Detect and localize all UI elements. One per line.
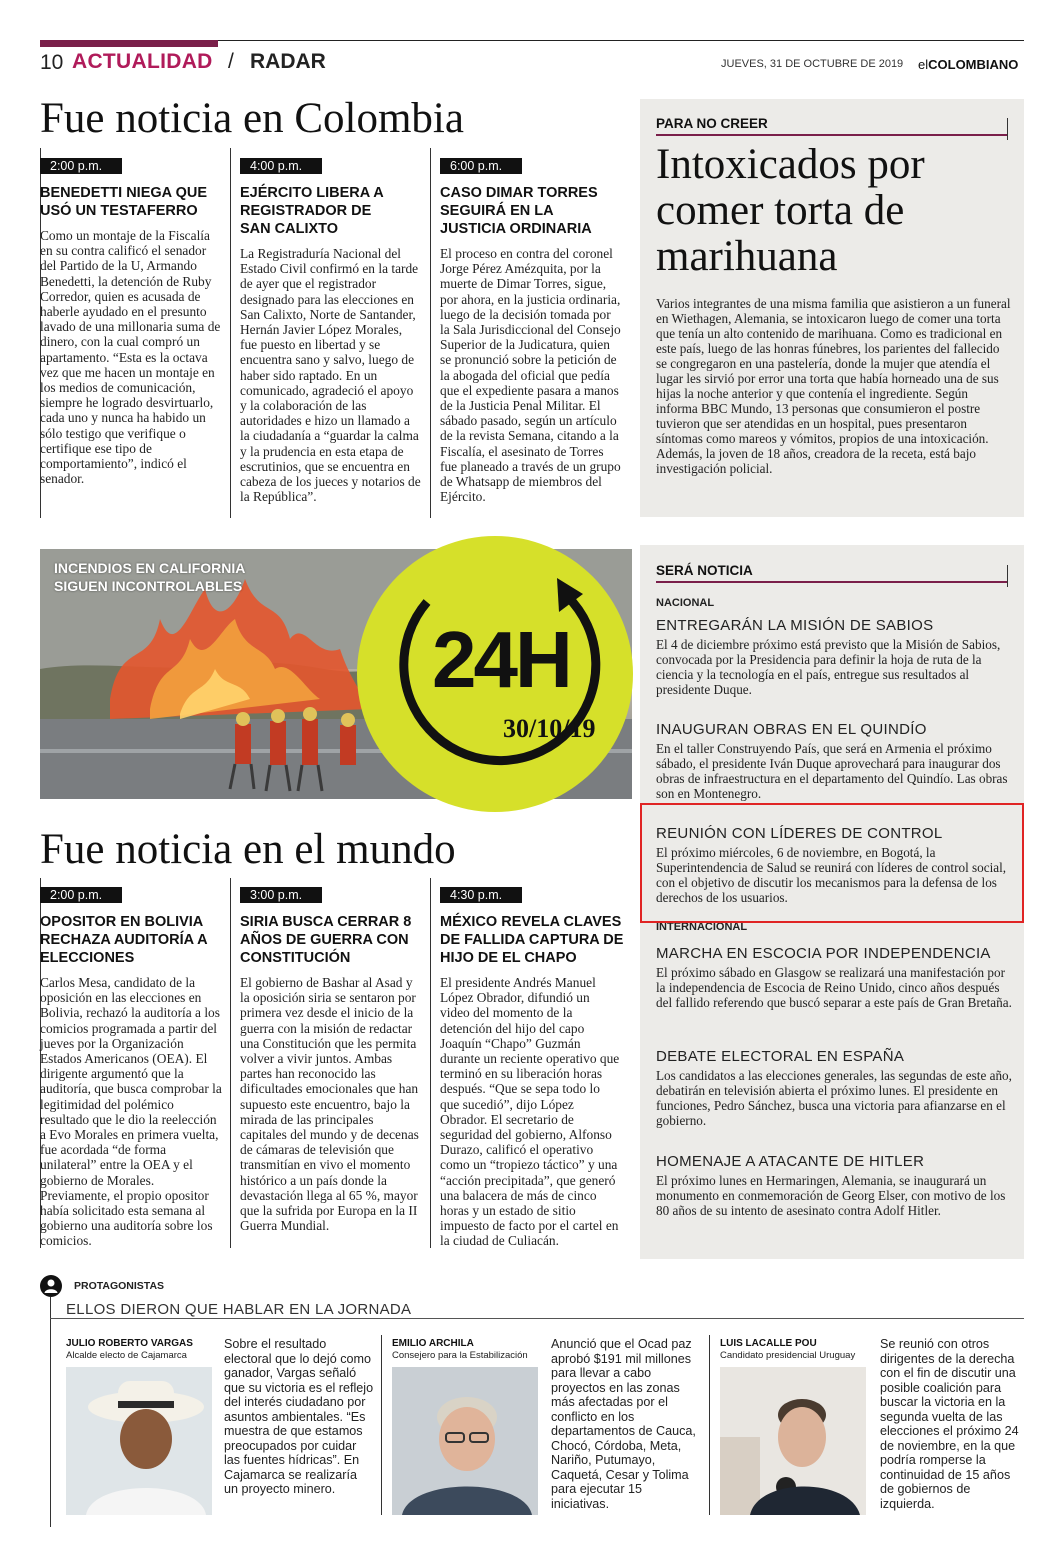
story-headline: EJÉRCITO LIBERA A REGISTRADOR DE SAN CALIXTO	[240, 185, 384, 237]
story-body: El proceso en contra del coronel Jorge Pérez Amézquita, por la muerte de Dimar Torres, sigue, por ahora, en la justicia ordinaria, luego de la decisión tomada por la Sala Jurisdiccional del Consejo Superior de la Judicatura, quien se pronunció sobre la petición de la abogada del oficial que pedía que el expediente pasara a manos de la Justicia Penal Militar. El sábado pasado, según un artículo de la revista Semana, citando a la Fiscalía, el asesinato de Torres fue planeado a través de un grupo de Whatsapp de miembros del Ejército.	[440, 246, 621, 505]
label-end-rule	[1007, 118, 1008, 140]
section-accent-bar	[40, 40, 218, 47]
item-body: El 4 de diciembre próximo está previsto que la Misión de Sabios, convocada por la Presidencia para definir la hoja de ruta de la ciencia y la tecnología en el país, entregue sus resultados al presidente Duque.	[656, 637, 1001, 697]
protagonist-text: Se reunió con otros dirigentes de la derecha con el fin de discutir una posible coalición para buscar la victoria en la segunda vuelta de las elecciones el próximo 24 de noviembre, en la que podría romperse la continuidad de 15 años de gobiernos de izquierda.	[880, 1337, 1019, 1511]
story-body: Como un montaje de la Fiscalía en su contra calificó el senador del Partido de la U, Armando Benedetti, la detención de Ruby Corredor, quien es acusada de haberle ayudado en el presunto lavado de una millonaria suma de dinero, con la cual compró un apartamento. “Esta es la octava vez que me hacen un montaje en los medios de comunicación, siempre he logrado desvirtuarlo, cada uno y nunca ha habido un sólo testigo que verifique o certifique ese tipo de comportamiento”, indicó el senador.	[40, 228, 221, 487]
para-no-creer-label: PARA NO CREER	[656, 116, 768, 131]
story-body: El gobierno de Bashar al Asad y la oposición siria se sentaron por primera vez desde el inicio de la guerra con la misión de redactar una Constitución que les permita volver a vivir juntos. Ambas partes han reconocido las dificultades emocionales que han supuesto este encuentro, bajo la mirada de las principales capitales del mundo y de decenas de cámaras de televisión que transmitían en vivo el momento histórico a un país donde la devastación llega al 65 %, mayor que la sufrida por Europa en la II Guerra Mundial.	[240, 975, 419, 1234]
colombia-story-2	[240, 158, 430, 504]
item-body: En el taller Construyendo País, que será en Armenia el próximo sábado, el presidente Iván Duque aprovechará para inaugurar dos obras de infraestructura en el departamento del Quindío. Las obras son en Montenegro.	[656, 741, 1008, 801]
protagonist-photo	[66, 1367, 212, 1515]
mundo-section-title: Fue noticia en el mundo	[40, 826, 456, 873]
logo-prefix: el	[918, 57, 929, 72]
protagonistas-subtitle: ELLOS DIERON QUE HABLAR EN LA JORNADA	[66, 1301, 412, 1318]
page-number: 10	[40, 51, 64, 74]
mundo-story-1	[40, 887, 230, 1249]
protagonist-photo	[392, 1367, 538, 1515]
story-time: 2:00 p.m.	[40, 158, 122, 174]
column-rule	[709, 1335, 710, 1515]
sera-noticia-label: SERÁ NOTICIA	[656, 563, 753, 578]
portrait-illustration	[66, 1367, 212, 1515]
mundo-story-3	[440, 887, 630, 1249]
protagonist-role: Consejero para la Estabilización	[392, 1350, 528, 1361]
protagonist-name: EMILIO ARCHILA	[392, 1338, 474, 1349]
story-body: Carlos Mesa, candidato de la oposición en las elecciones en Bolivia, rechazó la auditoría a los comicios programada a partir del jueves por la Organización Estados Americanos (OEA). El dirigente argumentó que la auditoría, que busca comprobar la legitimidad del polémico resultado que le dio la reelección a Evo Morales en primera vuelta, fue acordada “de forma unilateral” entre la OEA y el gobierno de Morales. Previamente, el propio opositor había solicitado esta semana al gobierno una auditoría sobre los comicios.	[40, 975, 222, 1249]
portrait-illustration	[392, 1367, 538, 1515]
sera-noticia-item	[656, 617, 1012, 697]
column-rule	[430, 148, 431, 518]
issue-date: JUEVES, 31 DE OCTUBRE DE 2019	[721, 58, 904, 70]
24h-badge-date: 30/10/19	[503, 714, 596, 743]
protagonist-role: Candidato presidencial Uruguay	[720, 1350, 856, 1361]
item-title: ENTREGARÁN LA MISIÓN DE SABIOS	[656, 617, 934, 634]
newspaper-logo	[918, 57, 1018, 72]
portrait-illustration	[720, 1367, 866, 1515]
section-separator: /	[228, 50, 234, 73]
colombia-story-1	[40, 158, 230, 486]
story-time: 6:00 p.m.	[440, 158, 522, 174]
item-body: El próximo sábado en Glasgow se realizará una manifestación por la independencia de Escocia de Reino Unido, cinco años después del fallido referendo que buscó separar a este país de Gran Bretaña.	[656, 965, 1012, 1010]
para-no-creer-title: Intoxicados por comer torta de marihuana	[656, 141, 925, 280]
para-no-creer-body: Varios integrantes de una misma familia que asistieron a un funeral en Wiethagen, Alemania, se intoxicaron luego de comer una torta que tenía un alto contenido de marihuana. Como es tradicional en este país, luego de las honras fúnebres, los parientes del fallecido se congregaron en una pastelería, donde la mujer que atendía el lugar les sirvió por error una torta que había horneado una de sus hijas la noche anterior y que contenía el ingrediente. Según informa BBC Mundo, 13 personas que consumieron el postre tuvieron que ser atendidas en un hospital, pues presentaron síntomas como mareos y vómitos, propios de una intoxicación. Además, la joven de 18 años, creadora de la receta, está bajo investigación policial.	[656, 296, 1011, 476]
person-icon-glyph	[40, 1275, 62, 1297]
story-body: La Registraduría Nacional del Estado Civil confirmó en la tarde de ayer que el registrador designado para las elecciones en San Calixto, Norte de Santander, Hernán Javier López Morales, fue puesto en libertad y se encuentra sano y salvo, luego de haber sido raptado. En un comunicado, agradeció el apoyo y la colaboración de las autoridades e hizo un llamado a la ciudadanía a “guardar la calma y la prudencia en esta etapa de escrutinios, que se encuentra en cabeza de los jueces y notarios de la República”.	[240, 246, 421, 505]
item-title: MARCHA EN ESCOCIA POR INDEPENDENCIA	[656, 945, 991, 962]
item-title: HOMENAJE A ATACANTE DE HITLER	[656, 1153, 925, 1170]
caption-line-2: SIGUEN INCONTROLABLES	[54, 578, 243, 594]
section-name: ACTUALIDAD	[72, 50, 213, 73]
item-title: INAUGURAN OBRAS EN EL QUINDÍO	[656, 721, 927, 738]
sera-noticia-item	[656, 1153, 1012, 1218]
protagonist-name: LUIS LACALLE POU	[720, 1338, 817, 1349]
story-headline: MÉXICO REVELA CLAVES DE FALLIDA CAPTURA DE HIJO DE EL CHAPO	[440, 914, 624, 966]
protagonistas-label: PROTAGONISTAS	[74, 1280, 165, 1292]
story-time: 2:00 p.m.	[40, 887, 122, 903]
protagonist-name: JULIO ROBERTO VARGAS	[66, 1338, 193, 1349]
person-icon	[40, 1275, 62, 1297]
protagonist-role: Alcalde electo de Cajamarca	[66, 1350, 187, 1361]
protagonistas-rule	[50, 1297, 51, 1527]
item-body: Los candidatos a las elecciones generales, las segundas de este año, debatirán en televisión abierta el próximo lunes. El presidente en funciones, Pedro Sánchez, busca una victoria para afianzarse en el gobierno.	[656, 1068, 1012, 1128]
label-rule	[656, 134, 1008, 136]
highlight-box	[640, 803, 1024, 923]
column-rule	[230, 878, 231, 1248]
photo-caption	[54, 559, 245, 595]
protagonist-photo	[720, 1367, 866, 1515]
protagonist-text: Anunció que el Ocad paz aprobó $191 mil millones para llevar a cabo proyectos en las zonas más afectadas por el conflicto en los departamentos de Cauca, Chocó, Córdoba, Meta, Nariño, Putumayo, Caquetá, Cesar y Tolima para ejecutar 15 iniciativas.	[551, 1337, 696, 1511]
colombia-section-title: Fue noticia en Colombia	[40, 95, 464, 142]
mundo-story-2	[240, 887, 430, 1233]
label-rule	[656, 581, 1008, 583]
column-rule	[381, 1335, 382, 1515]
item-title: DEBATE ELECTORAL EN ESPAÑA	[656, 1048, 905, 1065]
caption-line-1: INCENDIOS EN CALIFORNIA	[54, 560, 246, 576]
label-end-rule	[1007, 565, 1008, 587]
colombia-story-3	[440, 158, 630, 504]
story-headline: CASO DIMAR TORRES SEGUIRÁ EN LA JUSTICIA ORDINARIA	[440, 185, 598, 237]
nacional-label: NACIONAL	[656, 597, 715, 609]
logo-main: COLOMBIANO	[928, 57, 1019, 72]
item-body: El próximo lunes en Hermaringen, Alemania, se inaugurará un monumento en conmemoración de Georg Elser, con motivo de los 80 años de su intento de asesinato contra Adolf Hitler.	[656, 1173, 1006, 1218]
item-title: REUNIÓN CON LÍDERES DE CONTROL	[656, 825, 943, 842]
24h-badge-text: 24H	[432, 615, 570, 704]
subsection-name: RADAR	[250, 50, 326, 73]
protagonistas-rule	[50, 1318, 1024, 1319]
story-body: El presidente Andrés Manuel López Obrador, difundió un video del momento de la detención del hijo del capo Joaquín “Chapo” Guzmán durante un reciente operativo que terminó en su liberación horas después. “Que se sepa todo lo que sucedió”, dijo López Obrador. El secretario de seguridad del gobierno, Alfonso Durazo, calificó el operativo como un “tropiezo táctico” y una “acción precipitada”, que generó una balacera de más de cinco horas y un estado de sitio impuesto de facto por el cartel en la ciudad de Culiacán.	[440, 975, 620, 1249]
item-body: El próximo miércoles, 6 de noviembre, en Bogotá, la Superintendencia de Salud se reunirá con líderes de control social, con el objetivo de discutir los mecanismos para la defensa de los derechos de los usuarios.	[656, 845, 1007, 905]
story-time: 4:30 p.m.	[440, 887, 522, 903]
sera-noticia-item	[656, 1048, 1012, 1128]
story-time: 4:00 p.m.	[240, 158, 322, 174]
column-rule	[430, 878, 431, 1248]
protagonist-text: Sobre el resultado electoral que lo dejó como ganador, Vargas señaló que su victoria es el reflejo del interés ciudadano por asuntos ambientales. “Es muestra de que estamos preocupados por cuidar las fuentes hídricas”. En Cajamarca se realizaría un proyecto minero.	[224, 1337, 374, 1496]
story-headline: OPOSITOR EN BOLIVIA RECHAZA AUDITORÍA A ELECCIONES	[40, 914, 208, 966]
internacional-label: INTERNACIONAL	[656, 921, 748, 933]
story-headline: BENEDETTI NIEGA QUE USÓ UN TESTAFERRO	[40, 185, 208, 219]
column-rule	[230, 148, 231, 518]
story-time: 3:00 p.m.	[240, 887, 322, 903]
sera-noticia-item	[656, 721, 1012, 801]
story-headline: SIRIA BUSCA CERRAR 8 AÑOS DE GUERRA CON CONSTITUCIÓN	[240, 914, 412, 966]
sera-noticia-item	[656, 945, 1012, 1010]
